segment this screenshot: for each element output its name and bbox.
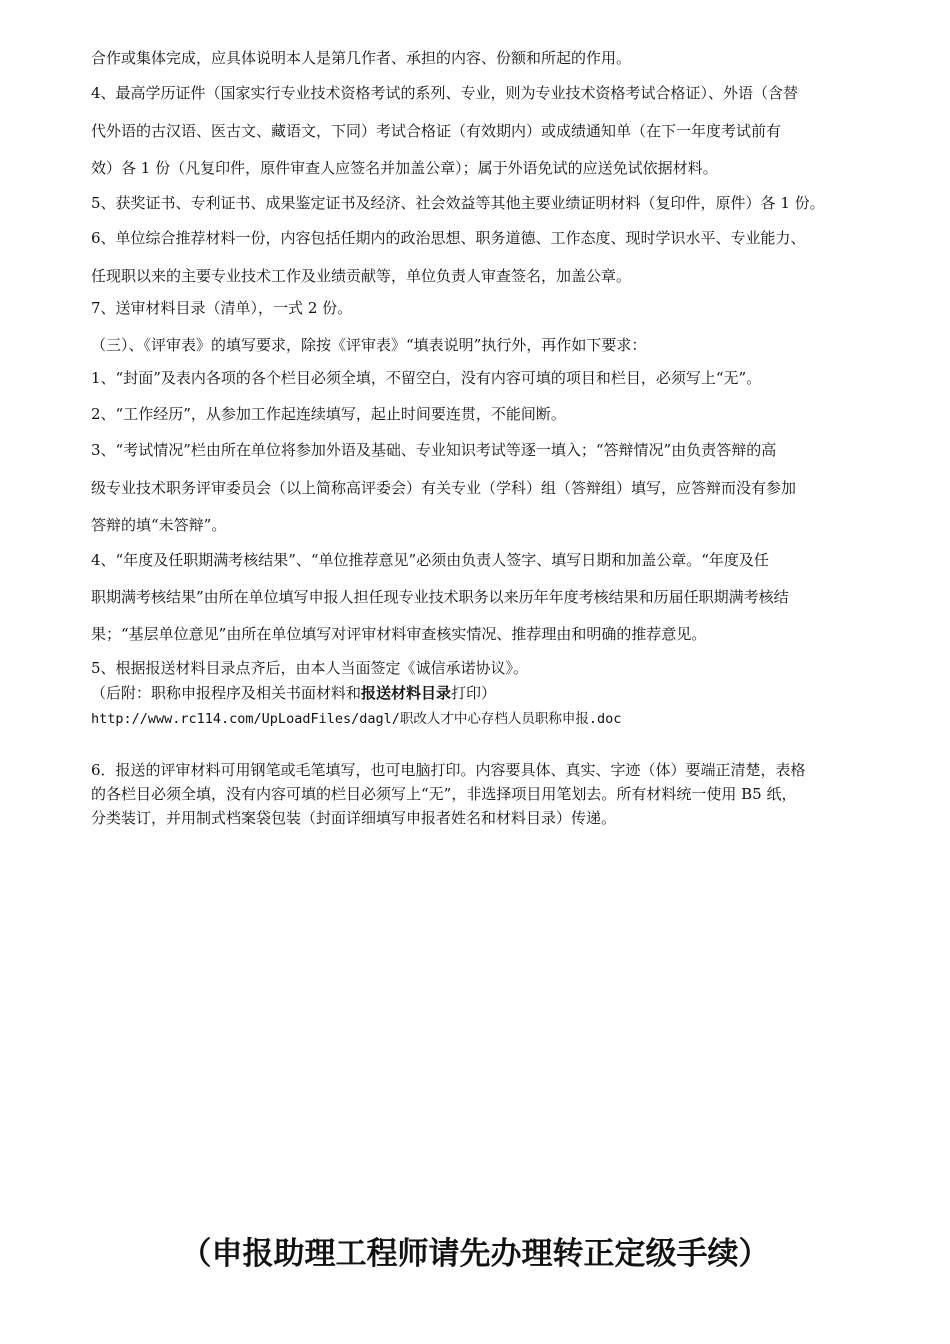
- text-line: 果；“基层单位意见”由所在单位填写对评审材料审查核实情况、推荐理由和明确的推荐意见。: [91, 625, 707, 643]
- text-line: 代外语的古汉语、医古文、藏语文，下同）考试合格证（有效期内）或成绩通知单（在下一年度考试前有: [91, 122, 782, 140]
- text-line: 合作或集体完成，应具体说明本人是第几作者、承担的内容、份额和所起的作用。: [91, 49, 632, 67]
- text-line: 分类装订，并用制式档案袋包装（封面详细填写申报者姓名和材料目录）传递。: [91, 809, 617, 827]
- text-line: 级专业技术职务评审委员会（以上简称高评委会）有关专业（学科）组（答辩组）填写，应答辩而没有参加: [91, 479, 797, 497]
- text-line: 任现职以来的主要专业技术工作及业绩贡献等，单位负责人审查签名，加盖公章。: [91, 267, 632, 285]
- text-line: 3、“考试情况”栏由所在单位将参加外语及基础、专业知识考试等逐一填入；“答辩情况”由负责答辩的高: [91, 441, 777, 459]
- text-line: 6．报送的评审材料可用钢笔或毛笔填写，也可电脑打印。内容要具体、真实、字迹（体）要端正清楚，表格: [91, 761, 806, 779]
- text-line: 的各栏目必须全填，没有内容可填的栏目必须写上“无”，非选择项目用笔划去。所有材料统一使用 B5 纸，: [91, 785, 797, 803]
- text-line: 职期满考核结果”由所在单位填写申报人担任现专业技术职务以来历年年度考核结果和历届任职期满考核结: [91, 588, 789, 606]
- text-line: 4、“年度及任职期满考核结果”、“单位推荐意见”必须由负责人签字、填写日期和加盖公章。“年度及任: [91, 551, 769, 569]
- attachment-note-prefix: （后附：职称申报程序及相关书面材料和: [91, 684, 362, 702]
- text-line: （三）、《评审表》的填写要求，除按《评审表》“填表说明”执行外，再作如下要求：: [91, 336, 647, 354]
- text-line: 4、最高学历证件（国家实行专业技术资格考试的系列、专业，则为专业技术资格考试合格证）、外语（含替: [91, 84, 799, 102]
- text-line: 6、单位综合推荐材料一份，内容包括任期内的政治思想、职务道德、工作态度、现时学识水平、专业能力、: [91, 229, 806, 247]
- text-line: 5、获奖证书、专利证书、成果鉴定证书及经济、社会效益等其他主要业绩证明材料（复印件，原件）各 1 份。: [91, 194, 825, 212]
- attachment-note: [91, 683, 496, 703]
- text-line: 1、“封面”及表内各项的各个栏目必须全填，不留空白，没有内容可填的项目和栏目，必须写上“无”。: [91, 369, 762, 387]
- text-line: 2、“工作经历”，从参加工作起连续填写，起止时间要连贯，不能间断。: [91, 405, 566, 423]
- text-line: 7、送审材料目录（清单），一式 2 份。: [91, 299, 353, 317]
- attachment-note-bold: 报送材料目录: [361, 684, 452, 702]
- attachment-note-suffix: 打印）: [451, 684, 497, 702]
- text-line: 5、根据报送材料目录点齐后，由本人当面签定《诚信承诺协议》。: [91, 659, 529, 677]
- download-link[interactable]: http://www.rc114.com/UpLoadFiles/dagl/职改人才中心存档人员职称申报.doc: [91, 711, 622, 727]
- footer-note: （申报助理工程师请先办理转正定级手续）: [180, 1236, 770, 1272]
- text-line: 答辩的填“未答辩”。: [91, 516, 227, 534]
- text-line: 效）各 1 份（凡复印件，原件审查人应签名并加盖公章）；属于外语免试的应送免试依据材料。: [91, 159, 718, 177]
